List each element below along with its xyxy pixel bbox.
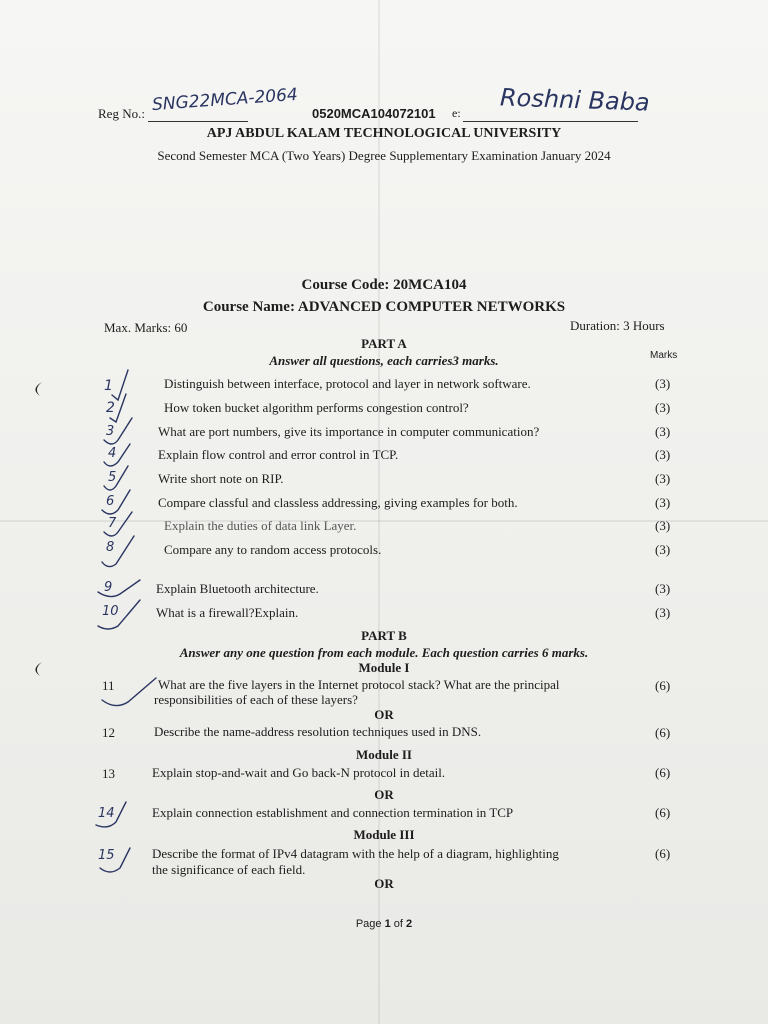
question-6-marks: (3): [655, 495, 671, 510]
question-6-text: Compare classful and classless addressing, giving examples for both.: [158, 495, 518, 510]
question-11-text-line1: What are the five layers in the Internet protocol stack? What are the principal: [158, 677, 560, 692]
module-3-heading: Module III: [353, 827, 415, 842]
reg-label: Reg No.:: [98, 106, 145, 121]
exam-title: Second Semester MCA (Two Years) Degree Supplementary Examination January 2024: [157, 148, 611, 163]
part-b-instruction: Answer any one question from each module. Each question carries 6 marks.: [179, 645, 589, 660]
question-10-number: 10: [102, 604, 119, 619]
page-prefix: Page: [355, 918, 385, 930]
question-15-text-line1: Describe the format of IPv4 datagram with the help of a diagram, highlighting: [152, 846, 559, 861]
course-code: Course Code: 20MCA104: [301, 277, 467, 293]
page-total: 2: [406, 918, 413, 930]
part-a-instruction: Answer all questions, each carries3 marks.: [269, 353, 499, 368]
name-handwritten: Roshni Baba: [499, 83, 651, 117]
question-2-number: 2: [106, 400, 115, 416]
or-separator-3: OR: [374, 876, 394, 891]
question-10-marks: (3): [655, 605, 671, 620]
question-12-number: 12: [102, 725, 115, 740]
question-13-text: Explain stop-and-wait and Go back-N protocol in detail.: [152, 765, 446, 780]
question-1-marks: (3): [655, 376, 671, 391]
name-underline: [463, 121, 638, 122]
marks-header: Marks: [650, 350, 678, 361]
question-13-number: 13: [102, 766, 115, 781]
question-8-text: Compare any to random access protocols.: [164, 542, 382, 557]
duration: Duration: 3 Hours: [570, 318, 665, 333]
name-label-fragment: e:: [452, 106, 461, 120]
question-12-marks: (6): [655, 725, 671, 740]
part-b-title: PART B: [361, 628, 407, 643]
question-10-text: What is a firewall?Explain.: [156, 605, 299, 620]
or-separator-1: OR: [374, 707, 394, 722]
question-9-text: Explain Bluetooth architecture.: [156, 581, 319, 596]
qp-code: 0520MCA104072101: [312, 106, 436, 121]
page-number: 1: [384, 918, 391, 930]
question-11-text-line2: responsibilities of each of these layers?: [154, 692, 358, 707]
question-5-number: 5: [108, 470, 117, 485]
max-marks: Max. Marks: 60: [104, 320, 188, 335]
question-3-number: 3: [106, 424, 115, 439]
question-11-marks: (6): [655, 678, 671, 693]
question-7-number: 7: [108, 516, 117, 531]
question-1-number: 1: [104, 378, 113, 394]
question-13-marks: (6): [655, 765, 671, 780]
course-name: Course Name: ADVANCED COMPUTER NETWORKS: [202, 299, 566, 315]
question-15-marks: (6): [655, 846, 671, 861]
question-8-marks: (3): [655, 542, 671, 557]
reg-number-handwritten: SNG22MCA-2064: [151, 84, 299, 116]
question-2-text: How token bucket algorithm performs congestion control?: [164, 400, 469, 415]
part-a-title: PART A: [361, 336, 407, 351]
question-3-text: What are port numbers, give its importance in computer communication?: [158, 424, 540, 439]
university-title: APJ ABDUL KALAM TECHNOLOGICAL UNIVERSITY: [206, 126, 562, 141]
question-14-text: Explain connection establishment and connection termination in TCP: [152, 805, 514, 820]
question-1-text: Distinguish between interface, protocol and layer in network software.: [164, 376, 531, 391]
question-15-text-line2: the significance of each field.: [152, 862, 306, 877]
question-14-number: 14: [98, 806, 115, 821]
question-4-text: Explain flow control and error control in TCP.: [158, 447, 399, 462]
question-7-marks: (3): [655, 518, 671, 533]
question-4-number: 4: [108, 446, 117, 461]
question-9-number: 9: [104, 580, 113, 595]
module-2-heading: Module II: [356, 747, 412, 762]
question-12-text: Describe the name-address resolution techniques used in DNS.: [154, 724, 482, 739]
module-1-heading: Module I: [358, 660, 410, 675]
question-15-number: 15: [98, 848, 115, 863]
question-5-marks: (3): [655, 471, 671, 486]
question-6-number: 6: [106, 494, 115, 509]
question-14-marks: (6): [655, 805, 671, 820]
question-8-number: 8: [106, 540, 115, 555]
reg-underline: [148, 121, 248, 122]
question-7-text: Explain the duties of data link Layer.: [164, 518, 357, 533]
question-2-marks: (3): [655, 400, 671, 415]
question-5-text: Write short note on RIP.: [158, 471, 284, 486]
question-4-marks: (3): [655, 447, 671, 462]
question-11-number: 11: [102, 678, 115, 693]
page-footer: [0, 918, 768, 930]
question-9-marks: (3): [655, 581, 671, 596]
page-of: of: [390, 918, 407, 930]
or-separator-2: OR: [374, 787, 394, 802]
question-3-marks: (3): [655, 424, 671, 439]
